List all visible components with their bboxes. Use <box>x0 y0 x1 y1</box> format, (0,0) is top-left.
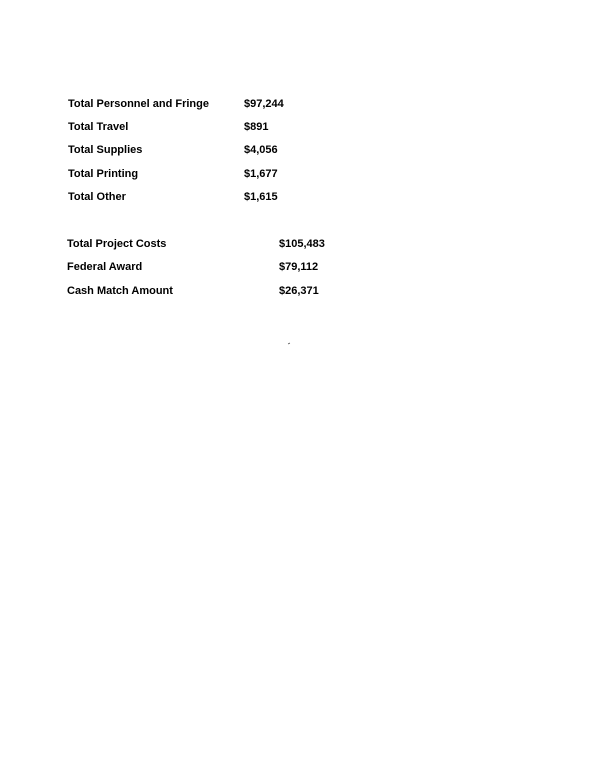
cost-amount: $1,677 <box>244 168 278 180</box>
summary-label: Federal Award <box>67 261 143 273</box>
summary-label: Total Project Costs <box>67 238 167 250</box>
cost-label: Total Other <box>68 191 126 203</box>
cost-row-supplies <box>0 141 600 159</box>
summary-label: Cash Match Amount <box>67 285 173 297</box>
cost-amount: $4,056 <box>244 144 278 156</box>
cost-amount: $97,244 <box>244 98 284 110</box>
cost-label: Total Travel <box>68 121 129 133</box>
summary-row-cash-match <box>0 282 600 300</box>
summary-amount: $79,112 <box>279 261 319 273</box>
cost-row-printing <box>0 165 600 183</box>
summary-amount: $105,483 <box>279 238 325 250</box>
cost-row-personnel-fringe <box>0 95 600 113</box>
cost-label: Total Printing <box>68 168 139 180</box>
summary-row-total-project-costs <box>0 235 600 253</box>
cost-amount: $1,615 <box>244 191 278 203</box>
scan-speck <box>288 343 290 345</box>
cost-label: Total Supplies <box>68 144 143 156</box>
summary-row-federal-award <box>0 258 600 276</box>
cost-row-travel <box>0 118 600 136</box>
cost-label: Total Personnel and Fringe <box>68 98 209 110</box>
cost-amount: $891 <box>244 121 269 133</box>
cost-row-other <box>0 188 600 206</box>
summary-amount: $26,371 <box>279 285 319 297</box>
